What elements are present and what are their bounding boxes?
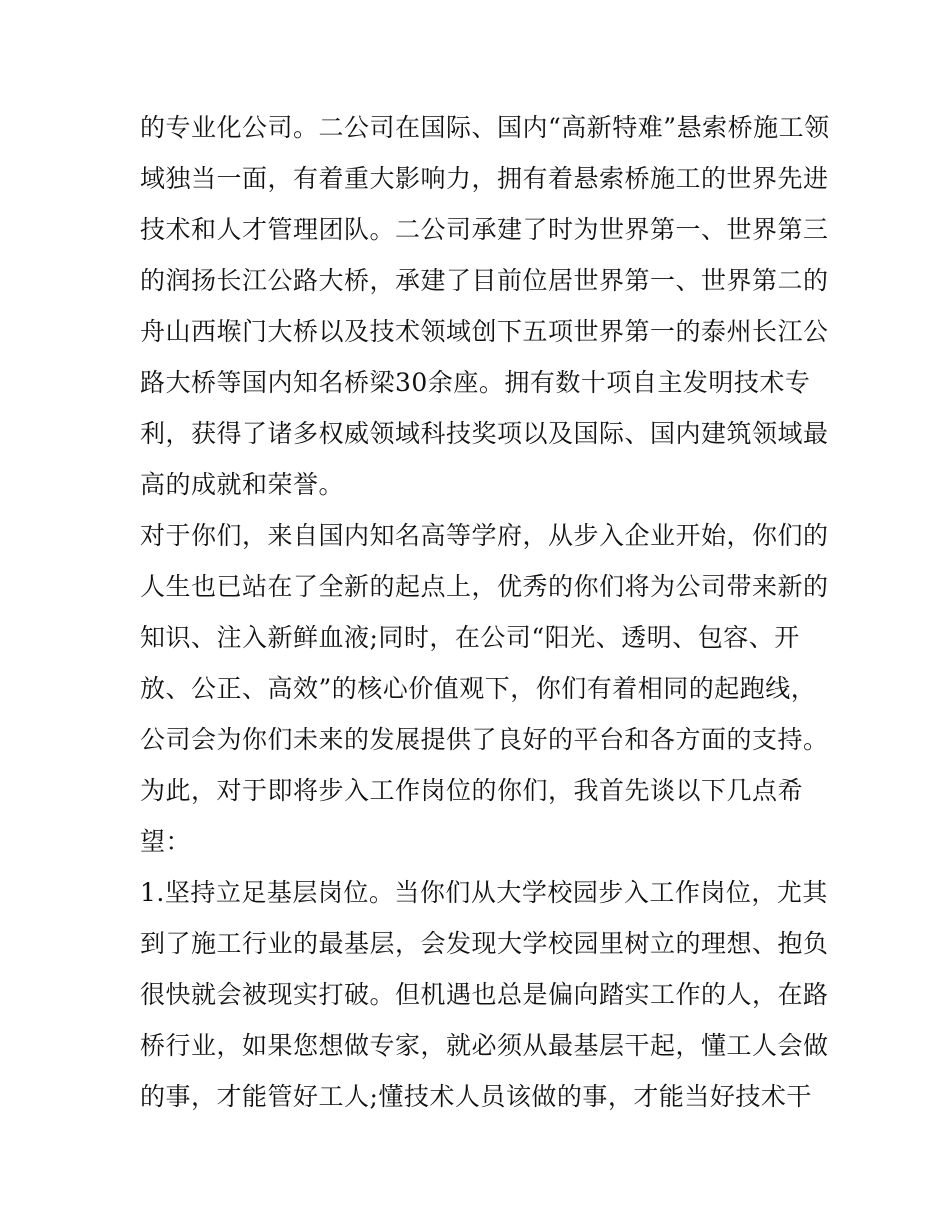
text-line: 到了施工行业的最基层，会发现大学校园里树立的理想、抱负 bbox=[140, 929, 829, 958]
text-line: 对于你们，来自国内知名高等学府，从步入企业开始，你们的 bbox=[140, 521, 829, 550]
document-body bbox=[140, 102, 830, 1122]
text-line: 路大桥等国内知名桥梁30余座。拥有数十项自主发明技术专 bbox=[140, 368, 811, 397]
text-line: 的润扬长江公路大桥，承建了目前位居世界第一、世界第二的 bbox=[140, 266, 829, 295]
text-line: 1.坚持立足基层岗位。当你们从大学校园步入工作岗位，尤其 bbox=[140, 878, 828, 907]
text-line: 放、公正、高效”的核心价值观下，你们有着相同的起跑线， bbox=[140, 674, 817, 703]
text-line: 人生也已站在了全新的起点上，优秀的你们将为公司带来新的 bbox=[140, 572, 829, 601]
text-line: 技术和人才管理团队。二公司承建了时为世界第一、世界第三 bbox=[140, 215, 829, 244]
text-line: 公司会为你们未来的发展提供了良好的平台和各方面的支持。 bbox=[140, 725, 829, 754]
text-line: 的事，才能管好工人;懂技术人员该做的事，才能当好技术干 bbox=[140, 1082, 812, 1111]
text-line: 为此，对于即将步入工作岗位的你们，我首先谈以下几点希 bbox=[140, 776, 804, 805]
text-line: 桥行业，如果您想做专家，就必须从最基层干起，懂工人会做 bbox=[140, 1031, 829, 1060]
text-line: 的专业化公司。二公司在国际、国内“高新特难”悬索桥施工领 bbox=[140, 113, 830, 142]
text-line: 知识、注入新鲜血液;同时，在公司“阳光、透明、包容、开 bbox=[140, 623, 800, 652]
text-line: 利，获得了诸多权威领域科技奖项以及国际、国内建筑领域最 bbox=[140, 419, 829, 448]
text-line: 舟山西堠门大桥以及技术领域创下五项世界第一的泰州长江公 bbox=[140, 317, 829, 346]
text-line: 望： bbox=[140, 827, 192, 856]
text-line: 域独当一面，有着重大影响力，拥有着悬索桥施工的世界先进 bbox=[140, 164, 829, 193]
text-line: 很快就会被现实打破。但机遇也总是偏向踏实工作的人，在路 bbox=[140, 980, 829, 1009]
text-line: 高的成就和荣誉。 bbox=[140, 470, 345, 499]
